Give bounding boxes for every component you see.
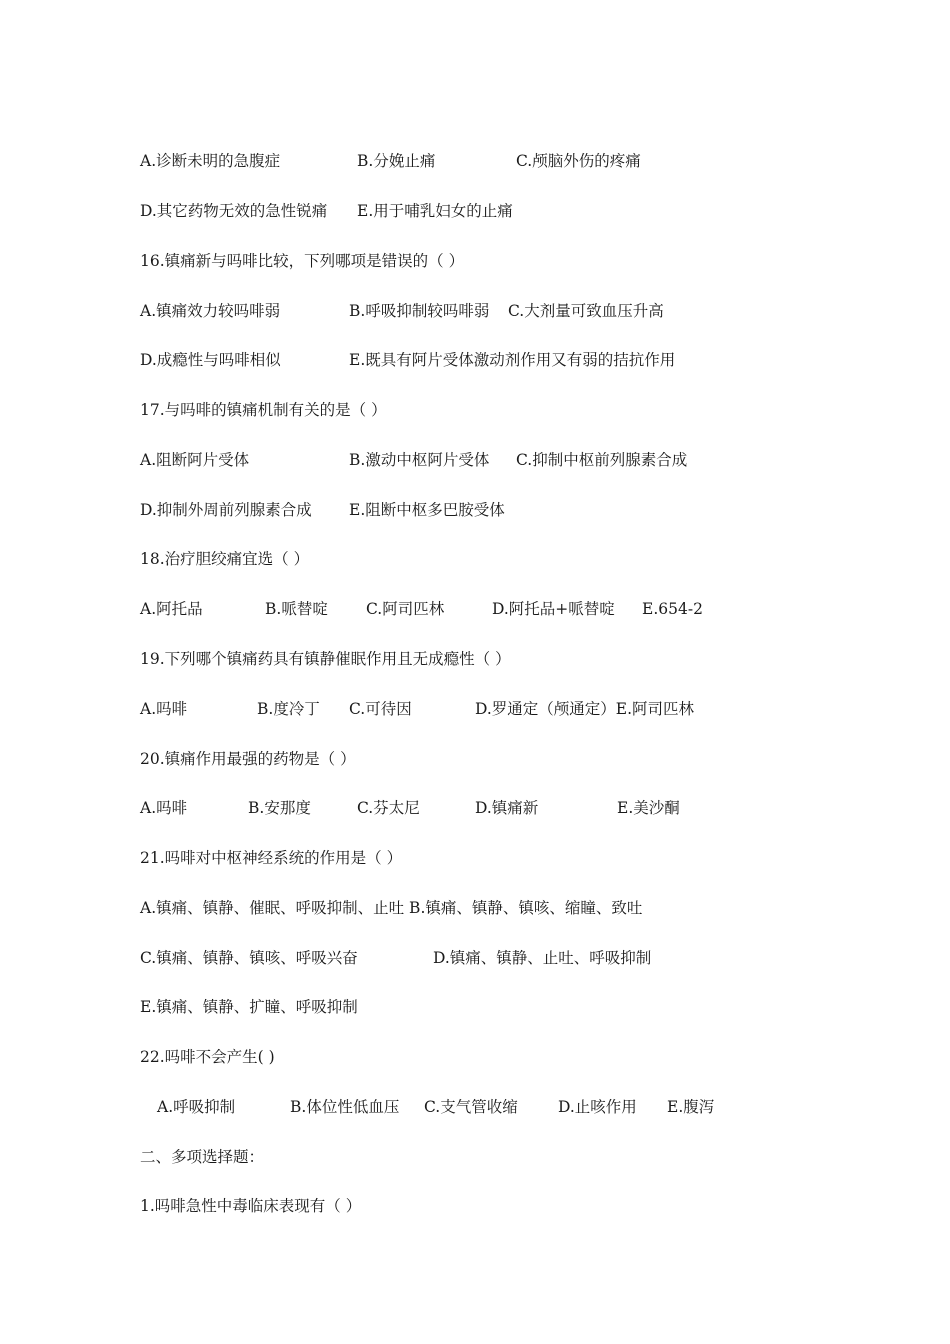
q16-option-d: D.成瘾性与吗啡相似 (140, 351, 281, 369)
q17-option-b: B.激动中枢阿片受体 (349, 451, 490, 469)
question-17: 17.与吗啡的镇痛机制有关的是（ ） (140, 401, 387, 419)
q15-option-b: B.分娩止痛 (357, 152, 436, 170)
q16-option-a: A.镇痛效力较吗啡弱 (140, 302, 281, 320)
q22-option-e: E.腹泻 (667, 1098, 715, 1116)
q15-option-c: C.颅脑外伤的疼痛 (516, 152, 641, 170)
q20-option-d: D.镇痛新 (475, 799, 539, 817)
q19-option-b: B.度冷丁 (257, 700, 320, 718)
q22-option-a: A.呼吸抑制 (157, 1098, 236, 1116)
question-16: 16.镇痛新与吗啡比较，下列哪项是错误的（ ） (140, 252, 465, 270)
q22-option-d: D.止咳作用 (558, 1098, 637, 1116)
q17-option-d: D.抑制外周前列腺素合成 (140, 501, 312, 519)
q20-option-e: E.美沙酮 (617, 799, 680, 817)
q18-option-a: A.阿托品 (140, 600, 203, 618)
q18-option-b: B.哌替啶 (265, 600, 328, 618)
q21-option-d: D.镇痛、镇静、止吐、呼吸抑制 (433, 949, 652, 967)
q20-option-c: C.芬太尼 (357, 799, 420, 817)
q19-option-a: A.吗啡 (140, 700, 188, 718)
q16-option-c: C.大剂量可致血压升高 (508, 302, 664, 320)
q21-option-a-b: A.镇痛、镇静、催眠、呼吸抑制、止吐 B.镇痛、镇静、镇咳、缩瞳、致吐 (140, 899, 643, 917)
question-21: 21.吗啡对中枢神经系统的作用是（ ） (140, 849, 403, 867)
q22-option-c: C.支气管收缩 (424, 1098, 518, 1116)
q20-option-a: A.吗啡 (140, 799, 188, 817)
q21-option-e: E.镇痛、镇静、扩瞳、呼吸抑制 (140, 998, 358, 1016)
question-19: 19.下列哪个镇痛药具有镇静催眠作用且无成瘾性（ ） (140, 650, 511, 668)
q18-option-e: E.654-2 (642, 600, 703, 618)
q16-option-e: E.既具有阿片受体激动剂作用又有弱的拮抗作用 (349, 351, 676, 369)
question-22: 22.吗啡不会产生( ) (140, 1048, 275, 1066)
q15-option-a: A.诊断未明的急腹症 (140, 152, 281, 170)
q17-option-e: E.阻断中枢多巴胺受体 (349, 501, 505, 519)
q20-option-b: B.安那度 (248, 799, 311, 817)
q16-option-b: B.呼吸抑制较吗啡弱 (349, 302, 490, 320)
q17-option-c: C.抑制中枢前列腺素合成 (516, 451, 688, 469)
q18-option-c: C.阿司匹林 (366, 600, 445, 618)
question-18: 18.治疗胆绞痛宜选（ ） (140, 550, 310, 568)
section-heading-multiple-choice: 二、多项选择题： (140, 1148, 265, 1166)
q15-option-e: E.用于哺乳妇女的止痛 (357, 202, 513, 220)
q17-option-a: A.阻断阿片受体 (140, 451, 250, 469)
q18-option-d: D.阿托品+哌替啶 (492, 600, 615, 618)
question-20: 20.镇痛作用最强的药物是（ ） (140, 750, 356, 768)
multi-question-1: 1.吗啡急性中毒临床表现有（ ） (140, 1197, 362, 1215)
q15-option-d: D.其它药物无效的急性锐痛 (140, 202, 328, 220)
q19-option-c: C.可待因 (349, 700, 412, 718)
q21-option-c: C.镇痛、镇静、镇咳、呼吸兴奋 (140, 949, 358, 967)
q19-option-d-e: D.罗通定（颅通定）E.阿司匹林 (475, 700, 695, 718)
q22-option-b: B.体位性低血压 (290, 1098, 400, 1116)
